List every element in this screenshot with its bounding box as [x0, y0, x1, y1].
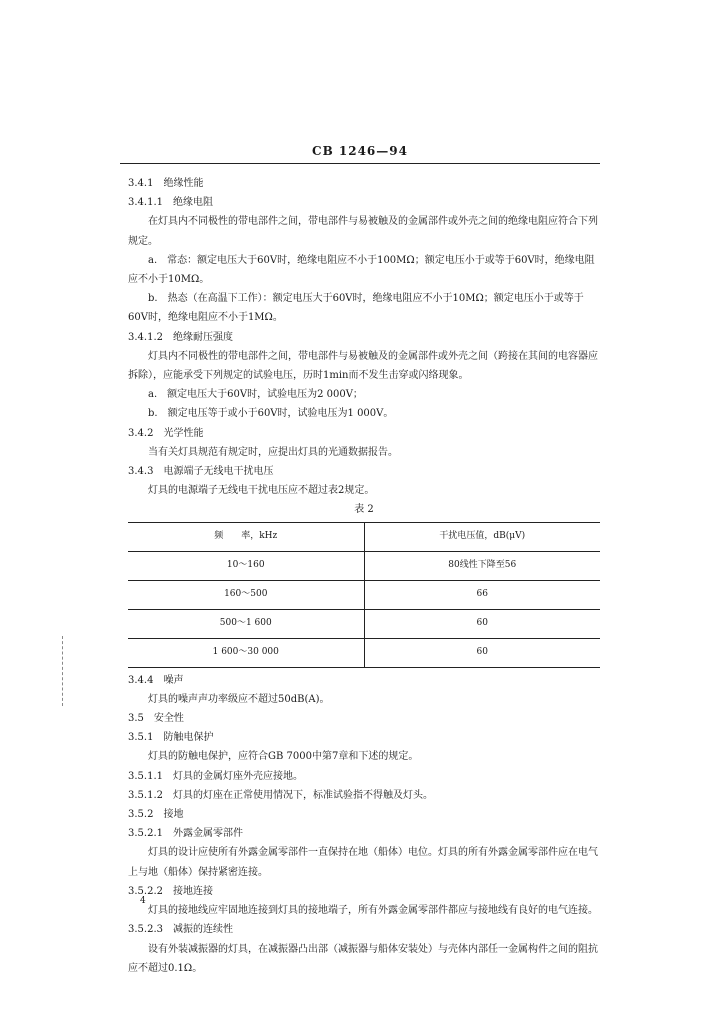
- header-rule: [120, 163, 600, 164]
- cell-frequency: 500～1 600: [128, 609, 364, 638]
- header-frequency: 频 率，kHz: [128, 522, 364, 551]
- cell-voltage: 80线性下降至56: [364, 551, 600, 580]
- section-heading: 3.4.1.1 绝缘电阻: [128, 197, 213, 209]
- cell-frequency: 10～160: [128, 551, 364, 580]
- list-item: 灯具的噪声声功率级应不超过50dB(A)。: [148, 693, 330, 705]
- margin-marks: [62, 636, 67, 706]
- table-row: [128, 580, 600, 609]
- page-number: 4: [140, 896, 146, 906]
- cell-voltage: 66: [364, 580, 600, 609]
- sections-before-table: [128, 174, 600, 500]
- list-item: 灯具的防触电保护，应符合GB 7000中第7章和下述的规定。: [148, 751, 419, 763]
- section-heading: 3.5.2.1 外露金属零部件: [128, 828, 243, 840]
- cell-frequency: 1 600～30 000: [128, 638, 364, 667]
- table-header-row: [128, 522, 600, 551]
- table-2: [128, 522, 600, 668]
- section-heading: 3.5.2.3 减振的连续性: [128, 924, 233, 936]
- list-item: 灯具的电源端子无线电干扰电压应不超过表2规定。: [148, 485, 375, 497]
- table-row: [128, 609, 600, 638]
- paragraph: 灯具的接地线应牢固地连接到灯具的接地端子，所有外露金属零部件都应与接地线有良好的电气连接。: [148, 905, 598, 917]
- sections-after-table: [128, 671, 600, 978]
- paragraph: a. 常态：额定电压大于60V时，绝缘电阻应不小于100MΩ；额定电压小于或等于60V时，绝缘电阻应不小于10MΩ。: [128, 254, 595, 286]
- section-heading: 3.5 安全性: [128, 713, 184, 725]
- section-heading: 3.4.3 电源端子无线电干扰电压: [128, 466, 274, 478]
- list-item: 当有关灯具规范有规定时，应提出灯具的光通数据报告。: [148, 446, 398, 458]
- section-heading: 3.4.1.2 绝缘耐压强度: [128, 331, 233, 343]
- paragraph: 在灯具内不同极性的带电部件之间，带电部件与易被触及的金属部件或外壳之间的绝缘电阻应符合下列规定。: [128, 216, 598, 247]
- list-item: a. 额定电压大于60V时，试验电压为2 000V；: [148, 389, 363, 401]
- table-caption: 表 2: [354, 504, 374, 516]
- section-heading: 3.4.1 绝缘性能: [128, 178, 204, 189]
- cell-frequency: 160～500: [128, 580, 364, 609]
- header-interference-voltage: 干扰电压值，dB(μV): [364, 522, 600, 551]
- section-heading: 3.5.1.1 灯具的金属灯座外壳应接地。: [128, 770, 303, 782]
- section-heading: 3.5.2.2 接地连接: [128, 885, 213, 897]
- section-heading: 3.5.2 接地: [128, 809, 184, 821]
- section-heading: 3.4.2 光学性能: [128, 427, 204, 439]
- section-heading: 3.4.4 噪声: [128, 674, 184, 686]
- paragraph: b. 热态（在高温下工作）：额定电压大于60V时，绝缘电阻应不小于10MΩ；额定电压小于或等于60V时，绝缘电阻应不小于1MΩ。: [128, 293, 584, 324]
- section-heading: 3.5.1.2 灯具的灯座在正常使用情况下，标准试验指不得触及灯头。: [128, 789, 433, 801]
- paragraph: 灯具的设计应使所有外露金属零部件一直保持在地（船体）电位。灯具的所有外露金属零部件应在电气上与地（船体）保持紧密连接。: [128, 847, 598, 878]
- document-body: [128, 174, 600, 978]
- cell-voltage: 60: [364, 638, 600, 667]
- paragraph: 灯具内不同极性的带电部件之间，带电部件与易被触及的金属部件或外壳之间（跨接在其间的电容器应拆除），应能承受下列规定的试验电压，历时1min而不发生击穿或闪络现象。: [128, 350, 598, 382]
- section-heading: 3.5.1 防触电保护: [128, 732, 214, 744]
- cell-voltage: 60: [364, 609, 600, 638]
- table-row: [128, 551, 600, 580]
- list-item: b. 额定电压等于或小于60V时，试验电压为1 000V。: [148, 408, 394, 420]
- standard-number: CB 1246—94: [312, 144, 408, 158]
- paragraph: 设有外装减振器的灯具，在减振器凸出部（减振器与船体安装处）与壳体内部任一金属构件之间的阻抗应不超过0.1Ω。: [128, 943, 598, 974]
- table-row: [128, 638, 600, 667]
